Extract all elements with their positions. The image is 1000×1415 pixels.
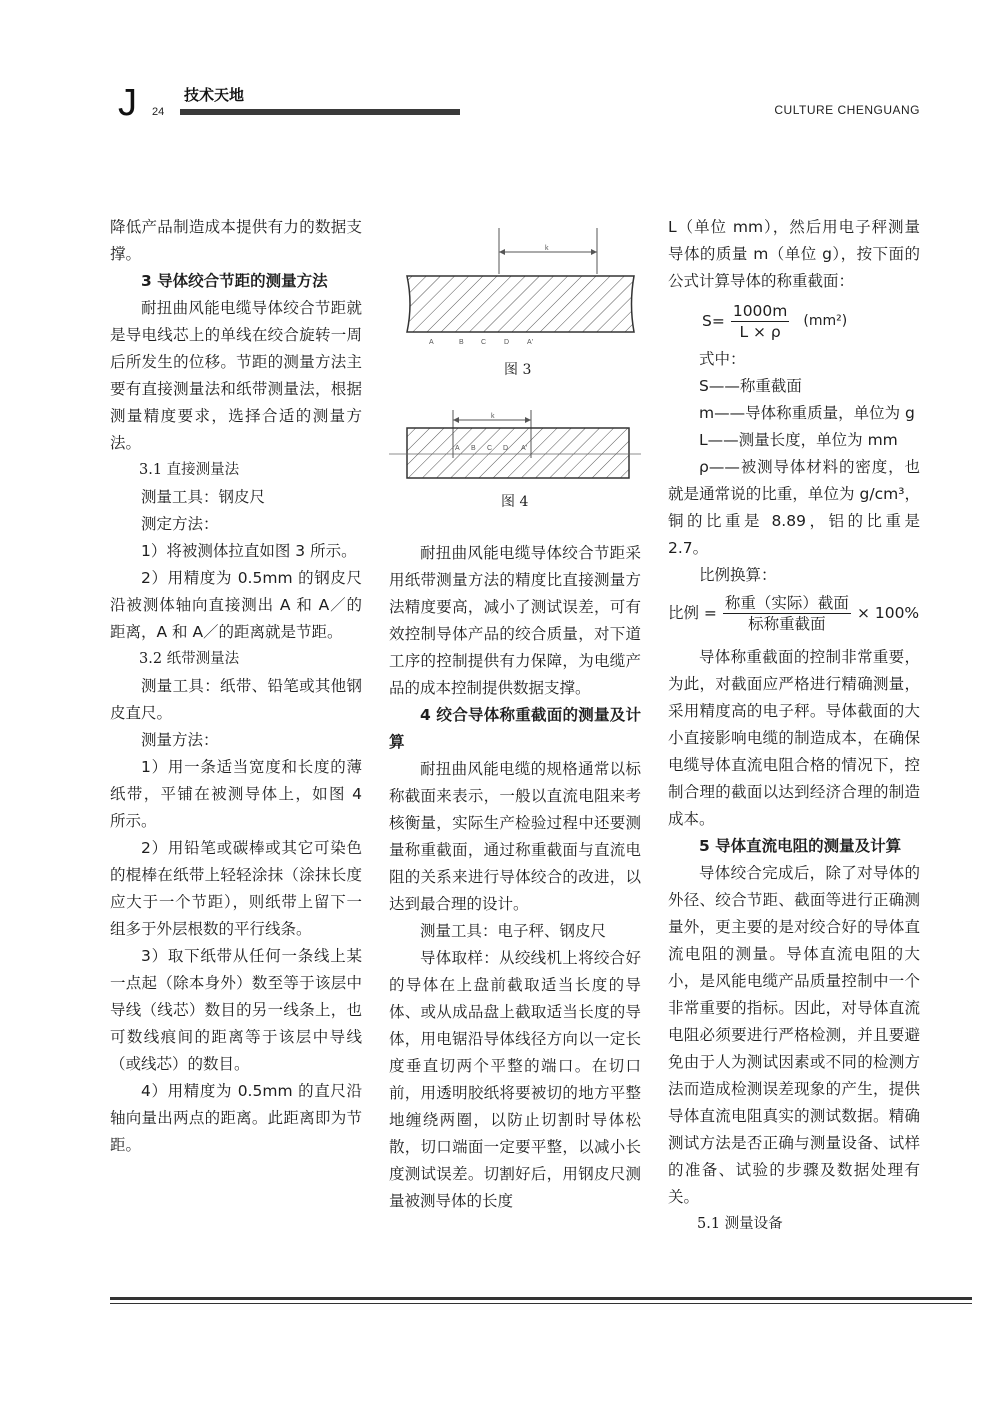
heading-4: 4 绞合导体称重截面的测量及计算 xyxy=(389,706,641,751)
fig3-label: A xyxy=(429,339,434,346)
step: 1）用一条适当宽度和长度的薄纸带，平铺在被测导体上，如图 4 所示。 xyxy=(110,758,362,830)
formula-fraction xyxy=(731,301,790,342)
formula-numerator: 1000m xyxy=(732,302,788,320)
fig4-label: A xyxy=(455,445,460,452)
heading-5: 5 导体直流电阻的测量及计算 xyxy=(699,837,902,855)
step: 4）用精度为 0.5mm 的直尺沿轴向量出两点的距离。此距离即为节距。 xyxy=(110,1082,362,1154)
definition: S——称重截面 xyxy=(699,377,802,395)
figure-3 xyxy=(407,228,634,378)
paragraph: 测量方法： xyxy=(141,731,219,749)
formula-ratio xyxy=(668,593,920,634)
figure-3-caption: 图 3 xyxy=(504,362,532,378)
paragraph: 耐扭曲风能电缆导体绞合节距就是导电线芯上的单线在绞合旋转一周后所发生的位移。节距的测量方法主要有直接测量法和纸带测量法，根据测量精度要求，选择合适的测量方法。 xyxy=(110,299,362,452)
paragraph: 降低产品制造成本提供有力的数据支撑。 xyxy=(110,218,362,263)
formula-lhs: S= xyxy=(702,312,725,330)
step: 2）用铅笔或碳棒或其它可染色的棍棒在纸带上轻轻涂抹（涂抹长度应大于一个节距），则纸带上留下一组多于外层根数的平行线条。 xyxy=(110,839,362,938)
step: 2）用精度为 0.5mm 的钢皮尺沿被测体轴向直接测出 A 和 A／的距离，A 和 A／的距离就是节距。 xyxy=(110,569,362,641)
heading-3: 3 导体绞合节距的测量方法 xyxy=(141,272,328,290)
paragraph: 导体取样：从绞线机上将绞合好的导体在上盘前截取适当长度的导体、或从成品盘上截取适当长度的导体，用电锯沿导体线径方向以一定长度垂直切两个平整的端口。在切口前，用透明胶纸将要被切的地方平整地缠绕两圈，以防止切割时导体松散，切口端面一定要平整，以减小长度测试误差。切割好后，用钢皮尺测量被测导体的长度 xyxy=(389,949,641,1210)
fig4-label: C xyxy=(487,445,493,452)
magazine-name: CULTURE CHENGUANG xyxy=(774,103,920,117)
figure-3-4-drawing xyxy=(389,214,641,524)
fig4-label: D xyxy=(503,445,509,452)
column-1 xyxy=(110,214,362,1159)
formula-fraction xyxy=(723,593,851,634)
svg-text:k: k xyxy=(491,413,495,420)
figure-4-caption: 图 4 xyxy=(501,494,529,510)
heading-3-2: 3.2 纸带测量法 xyxy=(139,651,240,667)
heading-5-1: 5.1 测量设备 xyxy=(697,1216,783,1232)
formula-numerator: 称重（实际）截面 xyxy=(724,594,849,612)
formula-unit: (mm²) xyxy=(803,313,848,329)
svg-text:k: k xyxy=(545,245,549,252)
formula-denominator: L × ρ xyxy=(739,323,781,341)
figure-4 xyxy=(389,410,641,510)
paragraph: 耐扭曲风能电缆的规格通常以标称截面来表示，一般以直流电阻来考核衡量，实际生产检验过程中还要测量称重截面，通过称重截面与直流电阻的关系来进行导体绞合的改进，以达到最合理的设计。 xyxy=(389,760,641,913)
fig4-label: A' xyxy=(521,445,528,452)
fig3-label: D xyxy=(504,339,510,346)
footer-rule xyxy=(110,1297,972,1300)
paragraph: 测量工具：纸带、铅笔或其他钢皮直尺。 xyxy=(110,677,362,722)
figures-block xyxy=(389,214,641,524)
paragraph: 测量工具：钢皮尺 xyxy=(141,488,266,506)
section-title: 技术天地 xyxy=(184,86,245,104)
footer-rule-thin xyxy=(110,1303,972,1304)
formula-lhs: 比例 = xyxy=(668,604,717,622)
header-letter: J xyxy=(118,82,137,124)
definition: m——导体称重质量，单位为 g xyxy=(699,404,915,422)
step: 1）将被测体拉直如图 3 所示。 xyxy=(141,542,357,560)
step: 3）取下纸带从任何一条线上某一点起（除本身外）数至等于该层中导线（线芯）数目的另一线条上，也可数线痕间的距离等于该层中导线（或线芯）的数目。 xyxy=(110,947,362,1073)
definition: L——测量长度，单位为 mm xyxy=(699,431,898,449)
paragraph: 测量工具：电子秤、钢皮尺 xyxy=(420,922,607,940)
fig3-label: A' xyxy=(527,339,534,346)
formula-cross-section xyxy=(702,301,920,342)
formula-denominator: 标称重截面 xyxy=(748,615,826,633)
paragraph: 耐扭曲风能电缆导体绞合节距采用纸带测量方法的精度比直接测量方法精度要高，减小了测试误差，可有效控制导体产品的绞合质量，对下道工序的控制提供有力保障，为电缆产品的成本控制提供数据支撑。 xyxy=(389,544,641,697)
column-3 xyxy=(668,214,920,1238)
fig4-label: B xyxy=(471,445,476,452)
heading-3-1: 3.1 直接测量法 xyxy=(139,462,240,478)
paragraph: 式中： xyxy=(699,350,746,368)
definition: ρ——被测导体材料的密度，也就是通常说的比重，单位为 g/cm³，铜的比重是 8.89，铝的比重是 2.7。 xyxy=(668,458,920,557)
fig3-label: B xyxy=(459,339,464,346)
page-number: 24 xyxy=(152,106,165,118)
fig3-label: C xyxy=(481,339,487,346)
paragraph: 比例换算： xyxy=(699,566,777,584)
formula-multiplier: × 100% xyxy=(856,604,920,622)
header-bar xyxy=(180,109,460,115)
paragraph: 导体称重截面的控制非常重要，为此，对截面应严格进行精确测量，采用精度高的电子秤。导体截面的大小直接影响电缆的制造成本，在确保电缆导体直流电阻合格的情况下，控制合理的截面以达到经济合理的制造成本。 xyxy=(668,648,920,828)
paragraph: L（单位 mm），然后用电子秤测量导体的质量 m（单位 g），按下面的公式计算导体的称重截面： xyxy=(668,218,920,290)
paragraph: 导体绞合完成后，除了对导体的外径、绞合节距、截面等进行正确测量外，更主要的是对绞合好的导体直流电阻的测量。导体直流电阻的大小，是风能电缆产品质量控制中一个非常重要的指标。因此，对导体直流电阻必须要进行严格检测，并且要避免由于人为测试因素或不同的检测方法而造成检测误差现象的产生，提供导体直流电阻真实的测试数据。精确测试方法是否正确与测量设备、试样的准备、试验的步骤及数据处理有关。 xyxy=(668,864,920,1206)
column-2 xyxy=(389,214,641,1215)
paragraph: 测定方法： xyxy=(141,515,219,533)
